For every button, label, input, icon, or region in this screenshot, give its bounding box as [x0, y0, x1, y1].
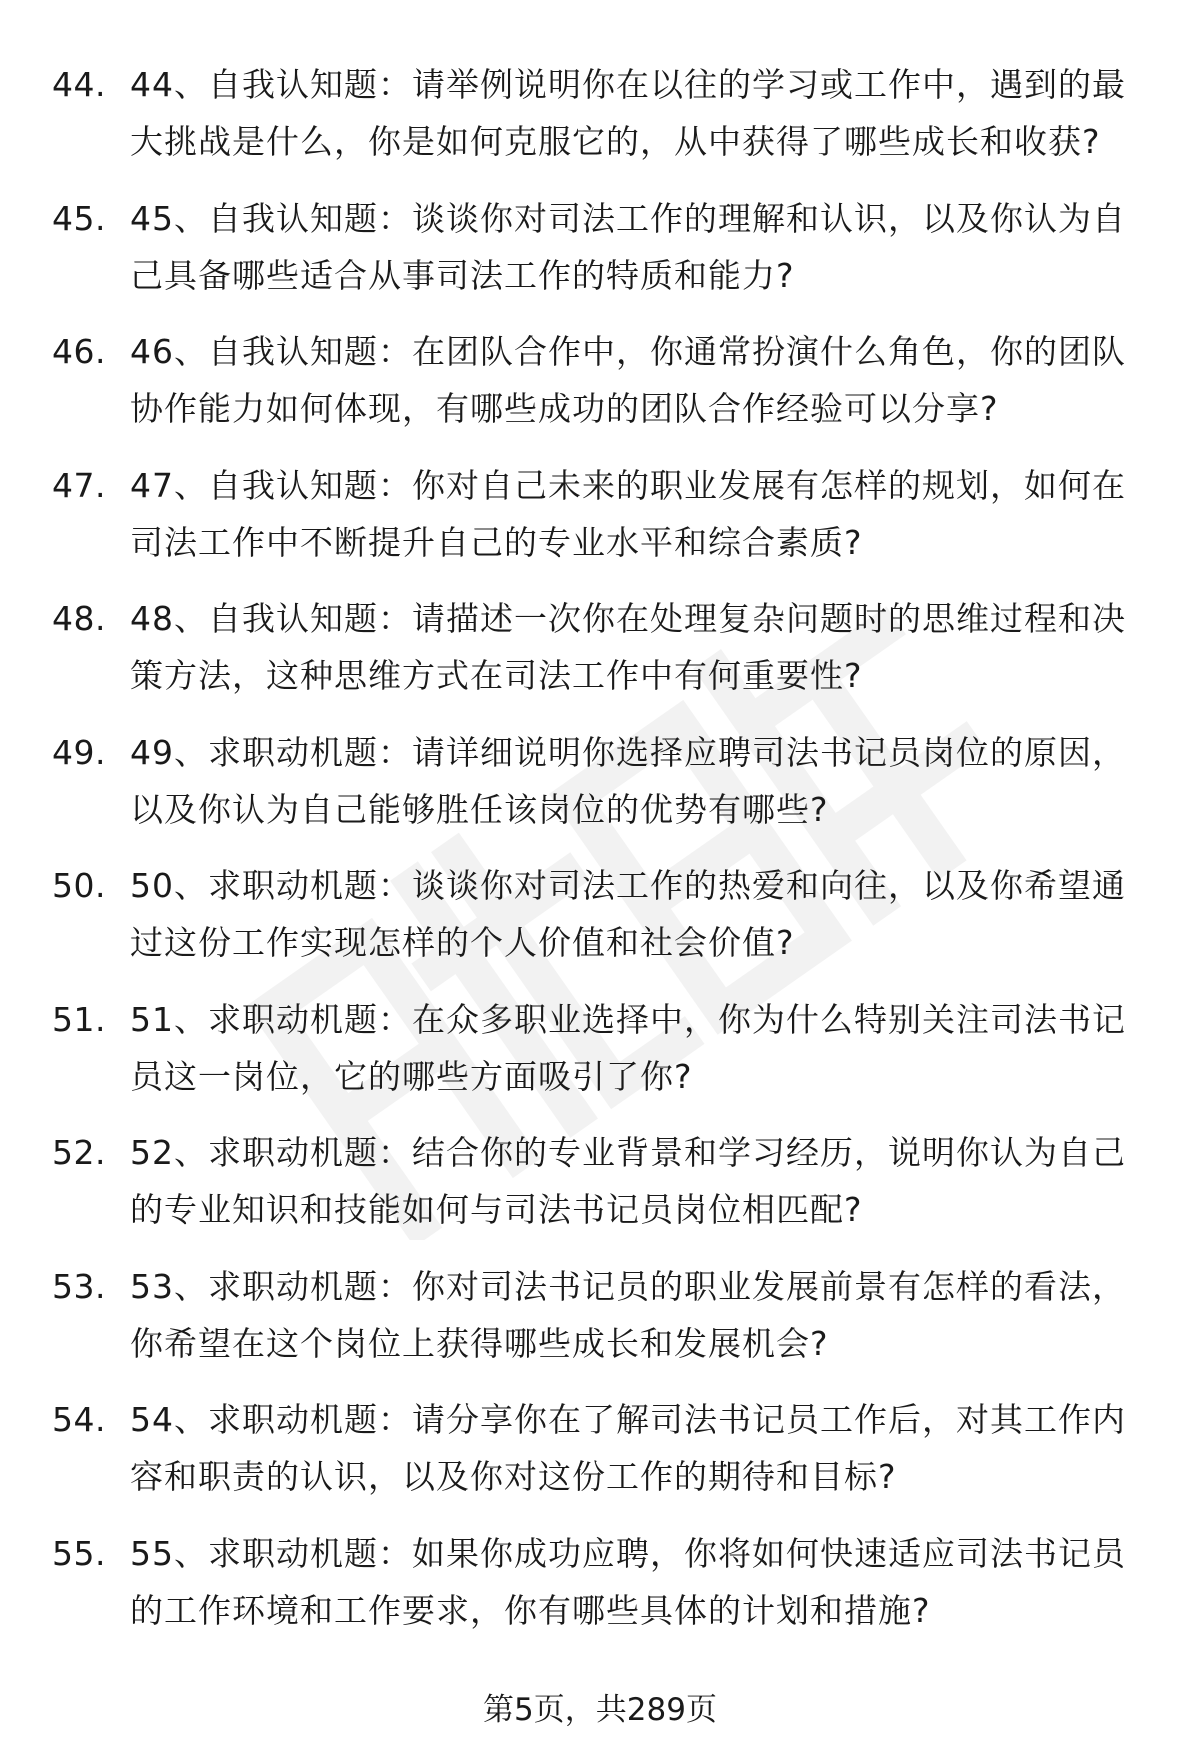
list-item: [0, 991, 1200, 1125]
question-number: 47.: [52, 465, 106, 505]
question-number: 46.: [52, 332, 106, 371]
list-item: [0, 1391, 1200, 1525]
list-item: [0, 323, 1200, 457]
question-text: 53、求职动机题：你对司法书记员的职业发展前景有怎样的看法，你希望在这个岗位上获得哪些成长和发展机会?: [130, 1266, 1126, 1363]
question-text: 47、自我认知题：你对自己未来的职业发展有怎样的规划，如何在司法工作中不断提升自己的专业水平和综合素质?: [130, 465, 1126, 562]
question-number: 44.: [52, 65, 106, 104]
list-item: [0, 1124, 1200, 1258]
question-text: 49、求职动机题：请详细说明你选择应聘司法书记员岗位的原因，以及你认为自己能够胜任该岗位的优势有哪些?: [130, 732, 1126, 829]
question-text: 50、求职动机题：谈谈你对司法工作的热爱和向往，以及你希望通过这份工作实现怎样的个人价值和社会价值?: [130, 866, 1126, 962]
question-number: 52.: [52, 1133, 106, 1172]
question-text: 45、自我认知题：谈谈你对司法工作的理解和认识，以及你认为自己具备哪些适合从事司法工作的特质和能力?: [130, 198, 1126, 295]
question-list: [0, 56, 1200, 1658]
list-item: [0, 724, 1200, 858]
page-footer: 第5页，共289页: [483, 1692, 717, 1728]
list-item: [0, 190, 1200, 324]
list-item: [0, 1525, 1200, 1659]
question-text: 55、求职动机题：如果你成功应聘，你将如何快速适应司法书记员的工作环境和工作要求，你有哪些具体的计划和措施?: [130, 1533, 1126, 1630]
list-item: [0, 56, 1200, 190]
list-item: [0, 857, 1200, 991]
list-item: [0, 457, 1200, 591]
list-item: [0, 1258, 1200, 1392]
question-number: 53.: [52, 1266, 106, 1306]
list-item: [0, 590, 1200, 724]
question-text: 44、自我认知题：请举例说明你在以往的学习或工作中，遇到的最大挑战是什么，你是如何克服它的，从中获得了哪些成长和收获?: [130, 65, 1126, 161]
question-text: 54、求职动机题：请分享你在了解司法书记员工作后，对其工作内容和职责的认识，以及你对这份工作的期待和目标?: [130, 1400, 1126, 1496]
question-text: 48、自我认知题：请描述一次你在处理复杂问题时的思维过程和决策方法，这种思维方式在司法工作中有何重要性?: [130, 599, 1126, 695]
question-text: 51、求职动机题：在众多职业选择中，你为什么特别关注司法书记员这一岗位，它的哪些方面吸引了你?: [130, 999, 1126, 1096]
question-number: 45.: [52, 198, 106, 238]
question-number: 49.: [52, 732, 106, 772]
question-number: 51.: [52, 999, 106, 1039]
question-text: 52、求职动机题：结合你的专业背景和学习经历，说明你认为自己的专业知识和技能如何与司法书记员岗位相匹配?: [130, 1133, 1126, 1229]
question-text: 46、自我认知题：在团队合作中，你通常扮演什么角色，你的团队协作能力如何体现，有哪些成功的团队合作经验可以分享?: [130, 332, 1126, 428]
question-number: 50.: [52, 866, 106, 905]
question-number: 55.: [52, 1533, 106, 1573]
question-number: 54.: [52, 1400, 106, 1439]
question-number: 48.: [52, 599, 106, 638]
